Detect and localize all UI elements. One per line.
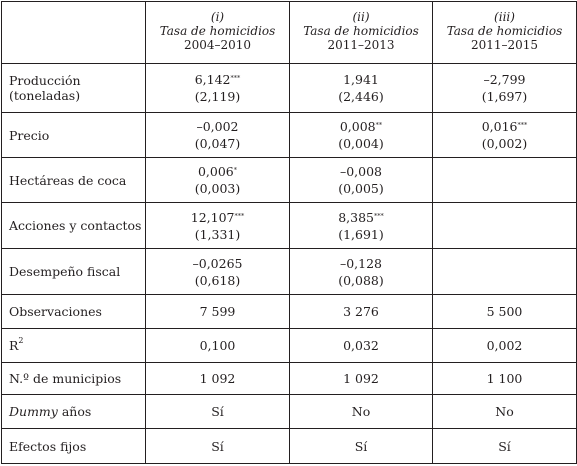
- cell-value: Sí: [146, 395, 290, 429]
- header-empty-cell: [2, 2, 146, 64]
- cell-value: 7 599: [146, 295, 290, 329]
- r2-label: R: [9, 338, 19, 353]
- cell-coef-se: [146, 203, 290, 249]
- row-hectareas: [2, 158, 577, 203]
- column-period: 2004–2010: [183, 38, 252, 52]
- row-label: Precio: [2, 113, 146, 158]
- row-label: Observaciones: [2, 295, 146, 329]
- row-label: Efectos fijos: [2, 429, 146, 464]
- cell-coef-se: [146, 113, 290, 158]
- coefficient: 1,941: [343, 72, 379, 87]
- row-municipios: [2, 363, 577, 395]
- regression-table: [1, 1, 577, 464]
- cell-value: 1 092: [290, 363, 433, 395]
- column-numeral: (ii): [352, 10, 370, 24]
- column-period: 2011–2013: [327, 38, 395, 52]
- header-row: [2, 2, 577, 64]
- cell-coef-se: [433, 113, 577, 158]
- cell-value: 0,100: [146, 329, 290, 363]
- r2-superscript: 2: [18, 336, 24, 345]
- cell-coef-se: [146, 158, 290, 203]
- significance-stars: ***: [517, 121, 528, 129]
- row-r2: [2, 329, 577, 363]
- cell-value: Sí: [290, 429, 433, 464]
- significance-stars: ***: [374, 211, 384, 220]
- row-produccion: [2, 64, 577, 113]
- coefficient: 12,107: [190, 209, 235, 225]
- coefficient: 0,006: [197, 164, 234, 179]
- coefficient: 8,385: [338, 209, 375, 225]
- cell-value: No: [290, 395, 433, 429]
- header-column-2: [290, 2, 433, 64]
- column-period: 2011–2015: [470, 38, 539, 52]
- standard-error: (0,003): [194, 181, 241, 196]
- cell-value: No: [433, 395, 577, 429]
- coefficient: –2,799: [483, 72, 526, 87]
- standard-error: (0,005): [338, 181, 384, 196]
- row-dummy: [2, 395, 577, 429]
- cell-value: 1 092: [146, 363, 290, 395]
- cell-value: 0,032: [290, 329, 433, 363]
- row-label: Acciones y contactos: [2, 203, 146, 249]
- row-label: [2, 329, 146, 363]
- row-acciones: [2, 203, 577, 249]
- coefficient: 0,008: [339, 119, 376, 134]
- coefficient: 6,142: [194, 72, 231, 87]
- significance-stars: *: [233, 166, 238, 174]
- row-label: [2, 395, 146, 429]
- cell-value: Sí: [433, 429, 577, 464]
- standard-error: (1,331): [194, 226, 241, 242]
- row-efectos: [2, 429, 577, 464]
- coefficient: –0,128: [339, 255, 383, 271]
- row-precio: [2, 113, 577, 158]
- standard-error: (0,088): [338, 272, 384, 288]
- dummy-label-rest: años: [57, 404, 92, 419]
- cell-coef-se: [433, 64, 577, 113]
- empty-cell: [433, 249, 577, 295]
- column-title: Tasa de homicidios: [159, 24, 276, 38]
- cell-value: 1 100: [433, 363, 577, 395]
- row-label: Hectáreas de coca: [2, 158, 146, 203]
- standard-error: (1,697): [481, 89, 528, 104]
- standard-error: (0,047): [194, 136, 241, 151]
- significance-stars: ***: [234, 211, 245, 220]
- standard-error: (0,004): [338, 136, 384, 151]
- coefficient: 0,016: [481, 119, 518, 134]
- coefficient: –0,0265: [192, 255, 243, 271]
- row-label: N.º de municipios: [2, 363, 146, 395]
- column-title: Tasa de homicidios: [446, 24, 563, 38]
- header-column-3: [433, 2, 577, 64]
- cell-coef-se: [290, 249, 433, 295]
- cell-value: Sí: [146, 429, 290, 464]
- coefficient: –0,002: [196, 119, 239, 134]
- standard-error: (0,002): [481, 136, 528, 151]
- column-title: Tasa de homicidios: [303, 24, 419, 38]
- cell-value: 3 276: [290, 295, 433, 329]
- empty-cell: [433, 158, 577, 203]
- standard-error: (0,618): [194, 272, 241, 288]
- standard-error: (2,119): [194, 89, 241, 104]
- standard-error: (2,446): [338, 89, 384, 104]
- significance-stars: **: [375, 121, 383, 129]
- row-label: Desempeño fiscal: [2, 249, 146, 295]
- cell-value: 0,002: [433, 329, 577, 363]
- cell-value: 5 500: [433, 295, 577, 329]
- cell-coef-se: [146, 249, 290, 295]
- dummy-label-italic: Dummy: [9, 404, 58, 419]
- cell-coef-se: [290, 64, 433, 113]
- coefficient: –0,008: [339, 164, 383, 179]
- cell-coef-se: [290, 113, 433, 158]
- empty-cell: [433, 203, 577, 249]
- standard-error: (1,691): [338, 226, 384, 242]
- cell-coef-se: [290, 203, 433, 249]
- row-observaciones: [2, 295, 577, 329]
- cell-coef-se: [146, 64, 290, 113]
- significance-stars: ***: [230, 74, 241, 82]
- header-column-1: [146, 2, 290, 64]
- cell-coef-se: [290, 158, 433, 203]
- column-numeral: (i): [210, 10, 225, 24]
- column-numeral: (iii): [494, 10, 515, 24]
- row-desempeno: [2, 249, 577, 295]
- row-label: Producción (toneladas): [2, 64, 146, 113]
